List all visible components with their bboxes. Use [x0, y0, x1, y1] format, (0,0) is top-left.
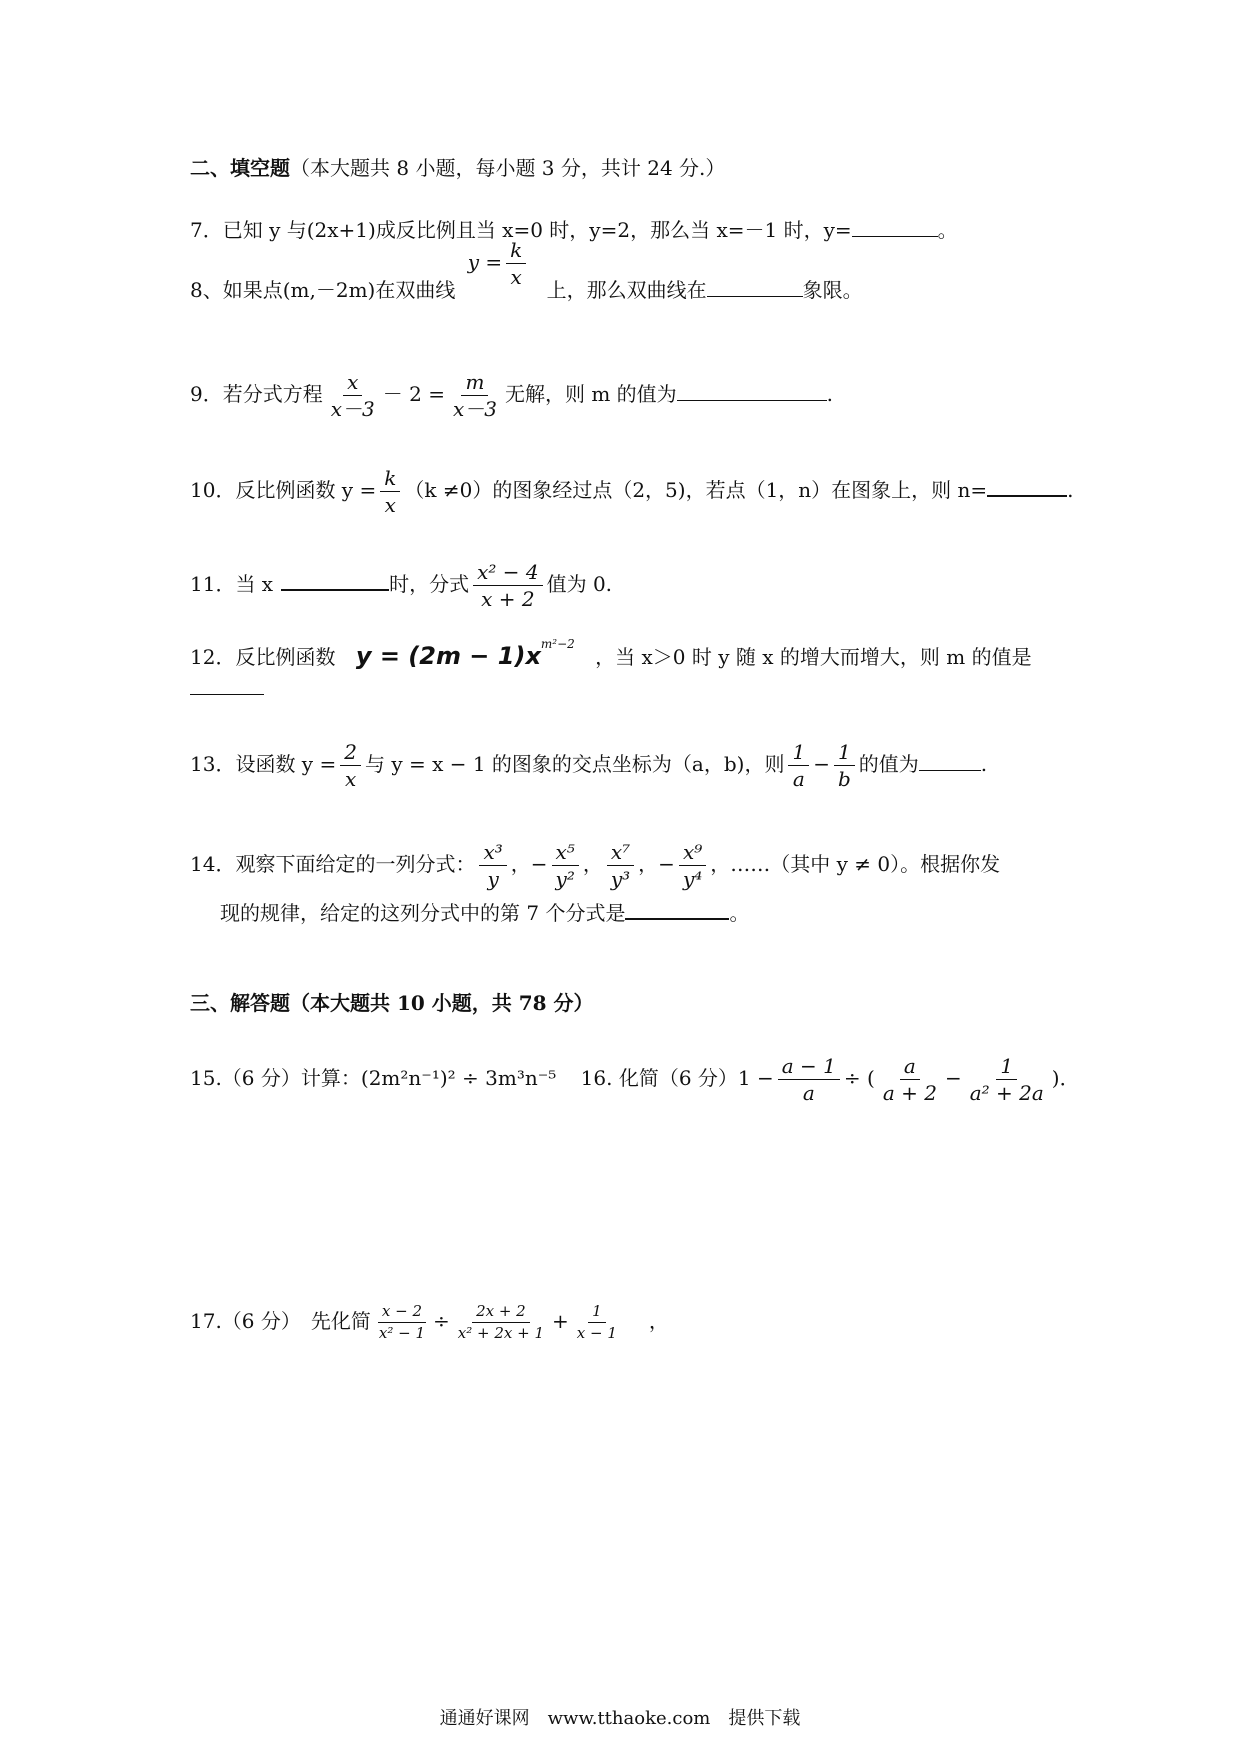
q10-pre: 10．反比例函数 y =	[190, 478, 377, 502]
q8-fraction	[506, 240, 526, 287]
q13-fraction-3	[834, 742, 855, 789]
q17-end: ，	[648, 1309, 669, 1333]
q13-num2: 1	[788, 742, 809, 766]
q8-y-equals: y =	[467, 250, 503, 274]
q13-minus: −	[813, 752, 830, 776]
q10-fraction	[380, 468, 400, 515]
q10-post: （k ≠0）的图象经过点（2，5)，若点（1，n）在图象上，则 n=	[404, 478, 988, 502]
q9-num2: m	[461, 372, 488, 396]
q8-end: 象限。	[802, 278, 863, 302]
q17-den1: x² − 1	[378, 1324, 426, 1342]
q16-num2: a	[900, 1056, 920, 1080]
question-15-16	[190, 1056, 1080, 1103]
q17-num2: 2x + 2	[472, 1304, 530, 1323]
q14-line2: 现的规律，给定的这列分式中的第 7 个分式是	[220, 901, 626, 925]
q15-text: 15.（6 分）计算：(2m²n⁻¹)² ÷ 3m³n⁻⁵	[190, 1066, 557, 1090]
q13-answer-blank[interactable]	[919, 752, 981, 771]
q10-num: k	[380, 468, 400, 492]
q14-fraction-3	[607, 842, 634, 889]
q11-answer-blank[interactable]	[281, 571, 389, 591]
q14-f4-den: y⁴	[682, 867, 703, 891]
q10-answer-blank[interactable]	[987, 477, 1067, 497]
q12-exponent: m²−2	[540, 637, 575, 652]
q9-end: .	[826, 382, 834, 406]
q10-end: .	[1067, 478, 1074, 502]
q9-post: 无解，则 m 的值为	[504, 382, 677, 406]
q13-end: .	[980, 752, 988, 776]
q7-end: 。	[937, 218, 958, 242]
q14-fraction-2	[552, 842, 579, 889]
q16-num3: 1	[996, 1056, 1017, 1080]
q13-fraction-1	[340, 742, 361, 789]
q10-den: x	[384, 493, 396, 517]
q16-pre: 16. 化简（6 分）1 −	[580, 1066, 774, 1090]
q16-mid: ÷ (	[843, 1066, 875, 1090]
q16-minus: −	[944, 1066, 962, 1090]
q14-f4-num: x⁹	[679, 842, 706, 866]
question-13	[190, 742, 987, 789]
q14-answer-blank[interactable]	[625, 900, 729, 920]
q14-f1-num: x³	[479, 842, 506, 866]
q16-den1: a	[802, 1081, 815, 1105]
q13-num1: 2	[340, 742, 361, 766]
q12-answer-blank[interactable]	[190, 676, 264, 695]
q9-answer-blank[interactable]	[677, 382, 827, 401]
q14-post: ，……（其中 y ≠ 0）。根据你发	[710, 852, 1001, 876]
page-footer: 通通好课网 www.tthaoke.com 提供下载	[439, 1708, 801, 1729]
q17-div: ÷	[433, 1309, 450, 1333]
section2-title: 二、填空题	[190, 156, 290, 180]
q8-pre: 8、如果点(m,－2m)在双曲线	[190, 278, 456, 302]
question-17	[190, 1304, 669, 1341]
q8-answer-blank[interactable]	[707, 278, 803, 297]
q9-fraction-2	[449, 372, 501, 419]
q12-formula: y = (2m − 1)x	[355, 642, 541, 670]
question-9	[190, 372, 833, 419]
q13-post: 的值为	[858, 752, 919, 776]
q11-num: x² − 4	[473, 562, 543, 586]
q14-end: 。	[729, 901, 750, 925]
q17-pre: 17.（6 分） 先化简	[190, 1309, 371, 1333]
q16-den3: a² + 2a	[969, 1081, 1044, 1105]
question-7	[190, 218, 958, 240]
q16-num1: a − 1	[778, 1056, 840, 1080]
q8-den: x	[510, 265, 522, 289]
q12-pre: 12．反比例函数	[190, 645, 336, 669]
question-14-line2	[220, 900, 749, 923]
section2-note: （本大题共 8 小题，每小题 3 分，共计 24 分.）	[290, 156, 726, 180]
section2-heading	[190, 158, 725, 178]
q9-den2: x－3	[452, 397, 497, 421]
q9-den1: x－3	[330, 397, 375, 421]
question-14: 14．观察下面给定的一列分式： $\frac{\text{x³}}{y}$ ，− $\frac{\text{x⁵}}{\text{y²}}$ ， $\frac{\text{x⁷}}{\text{y³}}$ ，− $\frac{\text{x⁹}}{\text{y⁴}}$ ，……（其中 y ≠ 0）。根据你发	[190, 840, 1001, 891]
q8-mid: 上，那么双曲线在	[546, 278, 707, 302]
q11-post: 值为 0.	[546, 572, 613, 596]
q7-answer-blank[interactable]	[852, 218, 938, 237]
q14-f1-den: y	[487, 867, 499, 891]
q16-fraction-2	[879, 1056, 941, 1103]
q16-end: )．	[1051, 1066, 1080, 1090]
q13-den1: x	[344, 767, 357, 791]
q14-fraction-4	[679, 842, 706, 889]
q7-text: 7．已知 y 与(2x+1)成反比例且当 x=0 时，y=2，那么当 x=－1 时，y=	[190, 218, 852, 242]
q8-num: k	[506, 240, 526, 264]
q11-fraction	[473, 562, 543, 609]
q14-pre: 14．观察下面给定的一列分式：	[190, 852, 476, 876]
question-10	[190, 468, 1074, 515]
q13-num3: 1	[834, 742, 855, 766]
question-12	[190, 637, 1032, 670]
q16-fraction-3	[966, 1056, 1048, 1103]
q11-mid: 时，分式	[389, 572, 470, 596]
q17-den2: x² + 2x + 1	[457, 1324, 545, 1342]
q9-mid: － 2 =	[382, 382, 445, 406]
q13-fraction-2	[788, 742, 809, 789]
q13-den2: a	[792, 767, 805, 791]
q17-fraction-1	[375, 1304, 429, 1341]
q16-fraction-1	[778, 1056, 840, 1103]
q9-pre: 9．若分式方程	[190, 382, 323, 406]
q14-f2-den: y²	[555, 867, 575, 891]
q14-fraction-1	[479, 842, 506, 889]
q13-pre: 13．设函数 y =	[190, 752, 337, 776]
q17-plus: +	[552, 1309, 569, 1333]
q14-f2-num: x⁵	[552, 842, 579, 866]
q9-num1: x	[343, 372, 362, 396]
q17-num3: 1	[588, 1304, 606, 1323]
q11-den: x + 2	[481, 587, 535, 611]
q16-den2: a + 2	[882, 1081, 937, 1105]
question-11	[190, 562, 612, 609]
q14-f3-den: y³	[610, 867, 631, 891]
q14-f3-num: x⁷	[607, 842, 634, 866]
q17-fraction-2	[454, 1304, 548, 1341]
section3-heading: 三、解答题（本大题共 10 小题，共 78 分）	[190, 991, 594, 1015]
q11-pre: 11．当 x	[190, 572, 274, 596]
q13-mid: 与 y = x − 1 的图象的交点坐标为（a，b)，则	[364, 752, 785, 776]
q17-fraction-3	[573, 1304, 621, 1341]
question-8	[190, 238, 863, 315]
q17-den3: x − 1	[576, 1324, 617, 1342]
q9-fraction-1	[327, 372, 379, 419]
q13-den3: b	[837, 767, 851, 791]
q12-post: ，当 x＞0 时 y 随 x 的增大而增大，则 m 的值是	[595, 645, 1032, 669]
q17-num1: x − 2	[378, 1304, 426, 1323]
